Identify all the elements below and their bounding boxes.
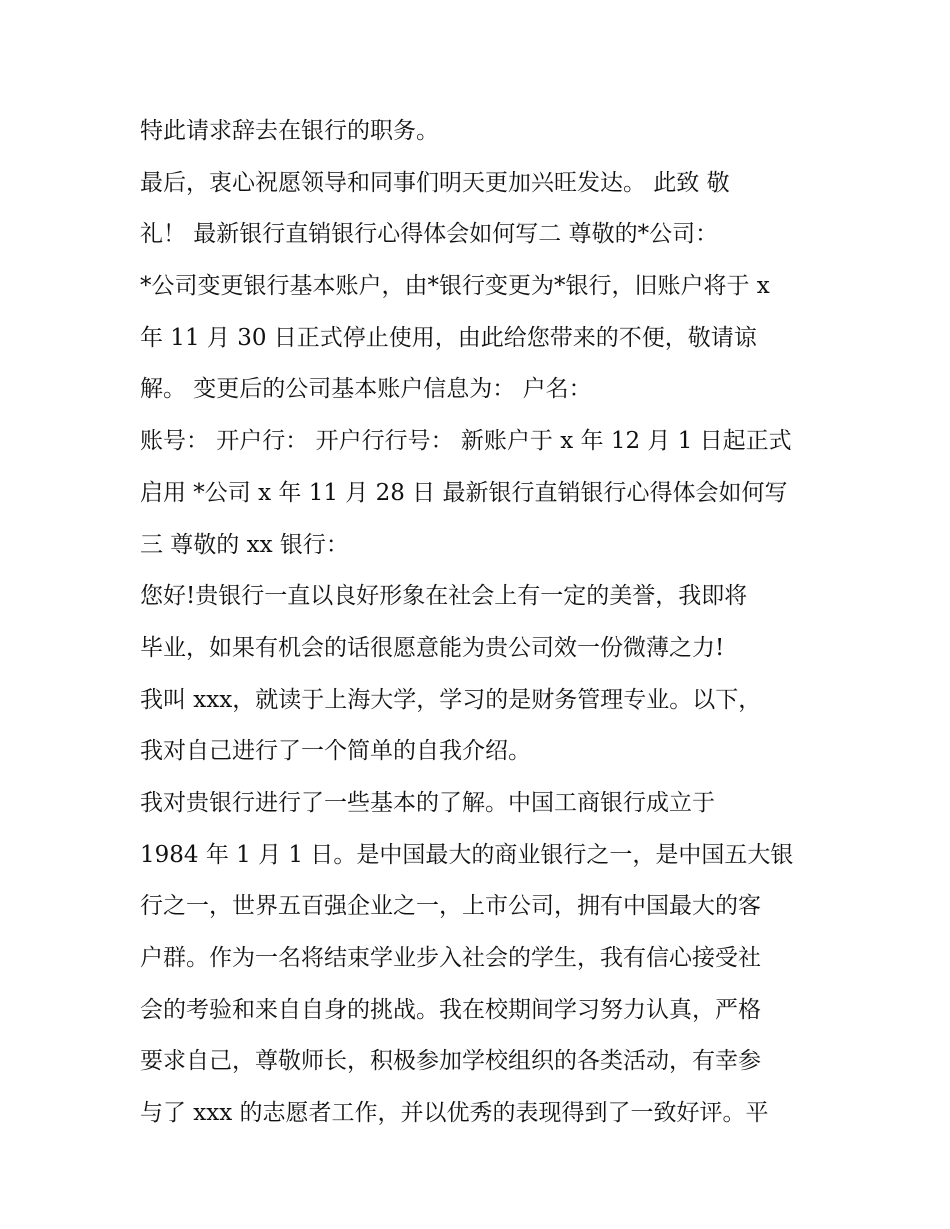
text-line: 我叫 xxx，就读于上海大学，学习的是财务管理专业。以下， bbox=[140, 686, 762, 713]
text-line: 我对自己进行了一个简单的自我介绍。 bbox=[140, 738, 531, 765]
text-line: 您好!贵银行一直以良好形象在社会上有一定的美誉，我即将 bbox=[140, 583, 748, 610]
text-line: 特此请求辞去在银行的职务。 bbox=[140, 118, 439, 144]
text-line: 户群。作为一名将结束学业步入社会的学生，我有信心接受社 bbox=[140, 945, 761, 971]
text-line: 启用 *公司 x 年 11 月 28 日 最新银行直销银行心得体会如何写 bbox=[140, 479, 788, 506]
text-line: 与了 xxx 的志愿者工作，并以优秀的表现得到了一致好评。平 bbox=[140, 1100, 769, 1127]
text-line: 解。 变更后的公司基本账户信息为： 户名： bbox=[140, 376, 592, 403]
text-line: 年 11 月 30 日正式停止使用，由此给您带来的不便，敬请谅 bbox=[140, 324, 757, 351]
text-line: 账号： 开户行： 开户行行号： 新账户于 x 年 12 月 1 日起正式 bbox=[140, 428, 792, 455]
text-line: 毕业，如果有机会的话很愿意能为贵公司效一份微薄之力! bbox=[140, 634, 725, 661]
text-line: 礼！ 最新银行直销银行心得体会如何写二 尊敬的*公司： bbox=[140, 221, 719, 248]
text-line: 要求自己，尊敬师长，积极参加学校组织的各类活动，有幸参 bbox=[140, 1048, 761, 1075]
text-line: *公司变更银行基本账户，由*银行变更为*银行，旧账户将于 x bbox=[140, 273, 770, 300]
text-line: 最后，衷心祝愿领导和同事们明天更加兴旺发达。 此致 敬 bbox=[140, 169, 730, 196]
text-line: 行之一，世界五百强企业之一，上市公司，拥有中国最大的客 bbox=[140, 893, 761, 920]
text-line: 我对贵银行进行了一些基本的了解。中国工商银行成立于 bbox=[140, 789, 715, 816]
text-line: 1984 年 1 月 1 日。是中国最大的商业银行之一，是中国五大银 bbox=[140, 841, 794, 868]
document-body bbox=[140, 106, 830, 1140]
text-line: 会的考验和来自自身的挑战。我在校期间学习努力认真，严格 bbox=[140, 996, 761, 1023]
text-line: 三 尊敬的 xx 银行： bbox=[140, 531, 349, 558]
